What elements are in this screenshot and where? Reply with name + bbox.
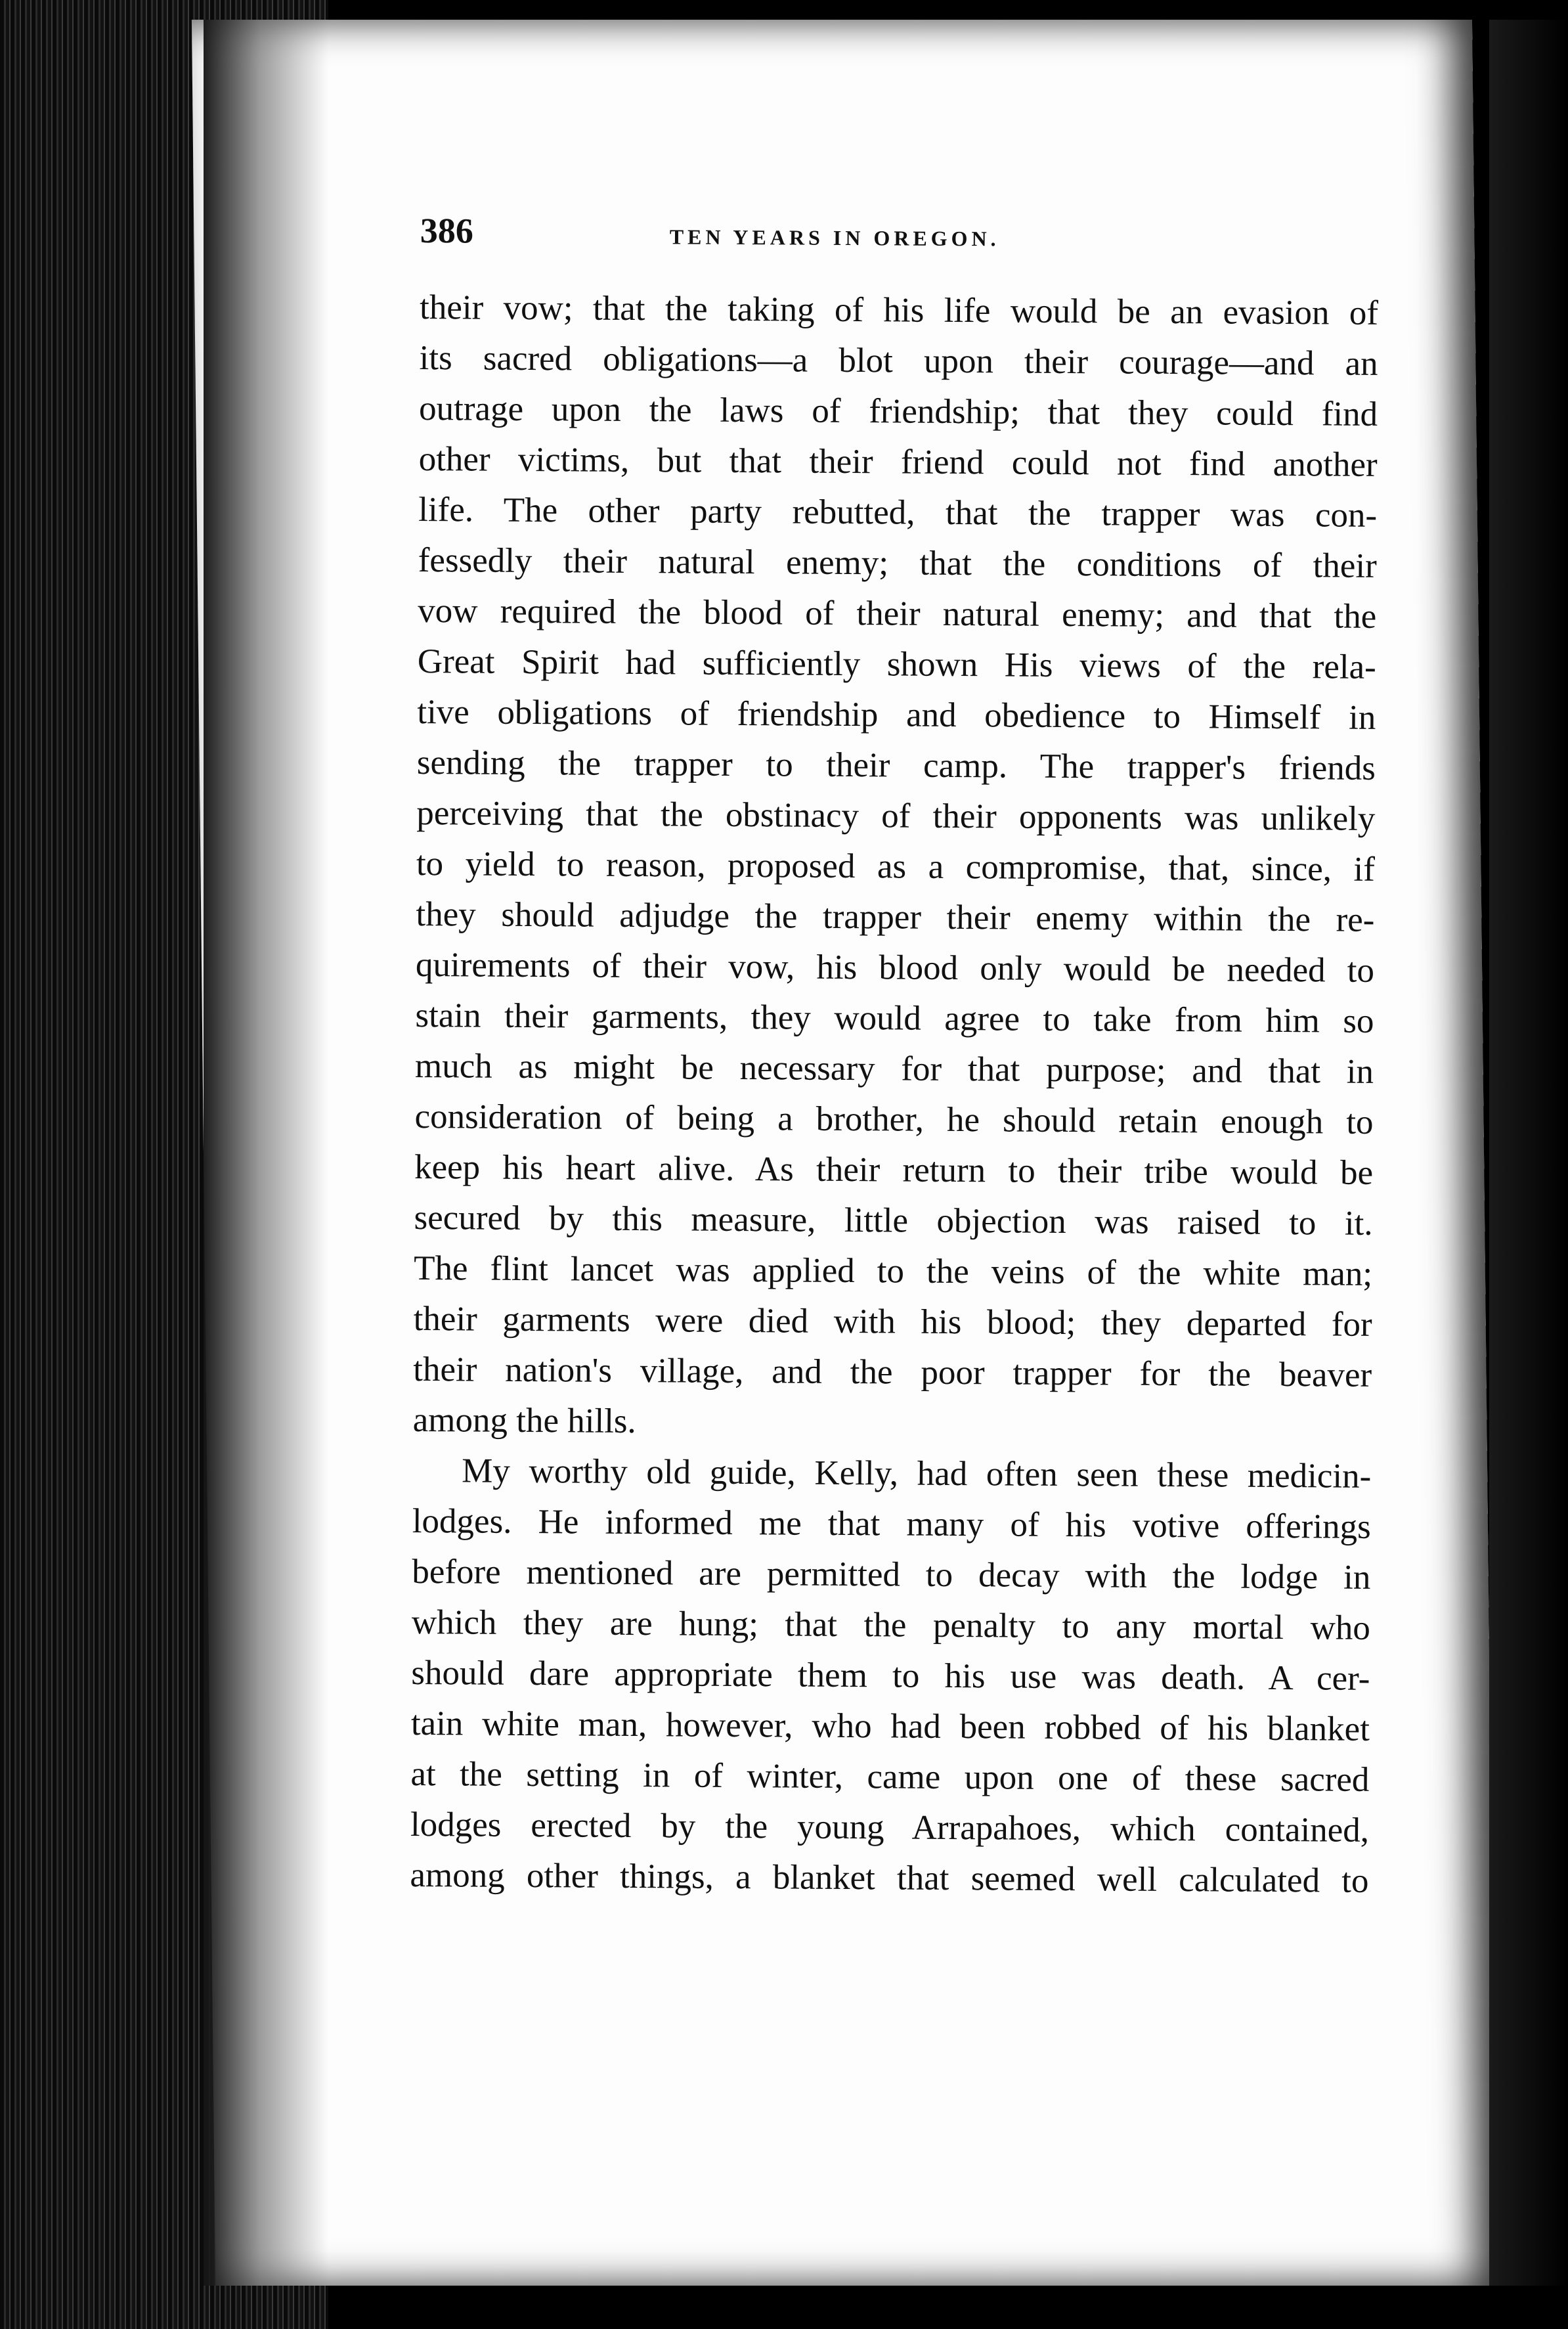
text-line: other victims, but that their friend could not find another [418, 439, 1378, 484]
running-head [420, 210, 1385, 275]
text-line: they should adjudge the trapper their enemy within the re- [416, 895, 1375, 939]
text-line: which they are hung; that the penalty to any mortal who [411, 1603, 1371, 1647]
text-line: fessedly their natural enemy; that the conditions of their [418, 541, 1377, 585]
text-line: its sacred obligations—a blot upon their courage—and an [419, 338, 1378, 383]
right-page-edge [1489, 20, 1568, 2286]
page-number: 386 [420, 210, 473, 251]
text-line: sending the trapper to their camp. The trapper's friends [416, 743, 1376, 787]
text-line: at the setting in of winter, came upon one of these sacred [410, 1754, 1370, 1799]
paragraph-2 [410, 1446, 1378, 1907]
text-line: keep his heart alive. As their return to their tribe would be [414, 1147, 1374, 1192]
text-line: among the hills. [412, 1400, 636, 1441]
text-line: life. The other party rebutted, that the trapper was con- [418, 490, 1378, 535]
text-line: their nation's village, and the poor trapper for the beaver [413, 1350, 1372, 1394]
text-line: vow required the blood of their natural enemy; and that the [418, 591, 1377, 636]
text-line: their vow; that the taking of his life would be an evasion of [419, 288, 1379, 332]
text-line: should dare appropriate them to his use was death. A cer- [411, 1653, 1370, 1698]
page-gutter-shadow [204, 20, 328, 2286]
text-line: their garments were died with his blood; they departed for [413, 1299, 1372, 1344]
text-line: perceiving that the obstinacy of their opponents was unlikely [416, 793, 1376, 838]
text-line: secured by this measure, little objection was raised to it. [414, 1198, 1373, 1243]
text-line: consideration of being a brother, he should retain enough to [414, 1097, 1374, 1142]
text-line: Great Spirit had sufficiently shown His views of the rela- [417, 642, 1376, 686]
text-line: outrage upon the laws of friendship; that they could find [418, 389, 1378, 433]
page-text-block [410, 210, 1385, 1907]
text-line: lodges. He informed me that many of his votive offerings [412, 1501, 1371, 1546]
text-line: lodges erected by the young Arrapahoes, which contained, [410, 1805, 1370, 1850]
text-line: to yield to reason, proposed as a compromise, that, since, if [416, 844, 1376, 889]
text-line: before mentioned are permitted to decay with the lodge in [412, 1552, 1371, 1597]
text-line: quirements of their vow, his blood only would be needed to [415, 945, 1375, 990]
text-line: tive obligations of friendship and obedience to Himself in [417, 692, 1376, 737]
text-line: among other things, a blanket that seemed well calculated to [410, 1855, 1369, 1900]
text-line: The flint lancet was applied to the veins of the white man; [413, 1249, 1373, 1293]
running-title: TEN YEARS IN OREGON. [669, 225, 1000, 251]
text-line: tain white man, however, who had been robbed of his blanket [410, 1704, 1370, 1748]
paragraph-1 [413, 282, 1385, 1452]
text-line: stain their garments, they would agree to take from him so [415, 996, 1374, 1040]
text-line: My worthy old guide, Kelly, had often seen these medicin- [462, 1452, 1372, 1496]
text-line: much as might be necessary for that purpose; and that in [414, 1046, 1374, 1091]
